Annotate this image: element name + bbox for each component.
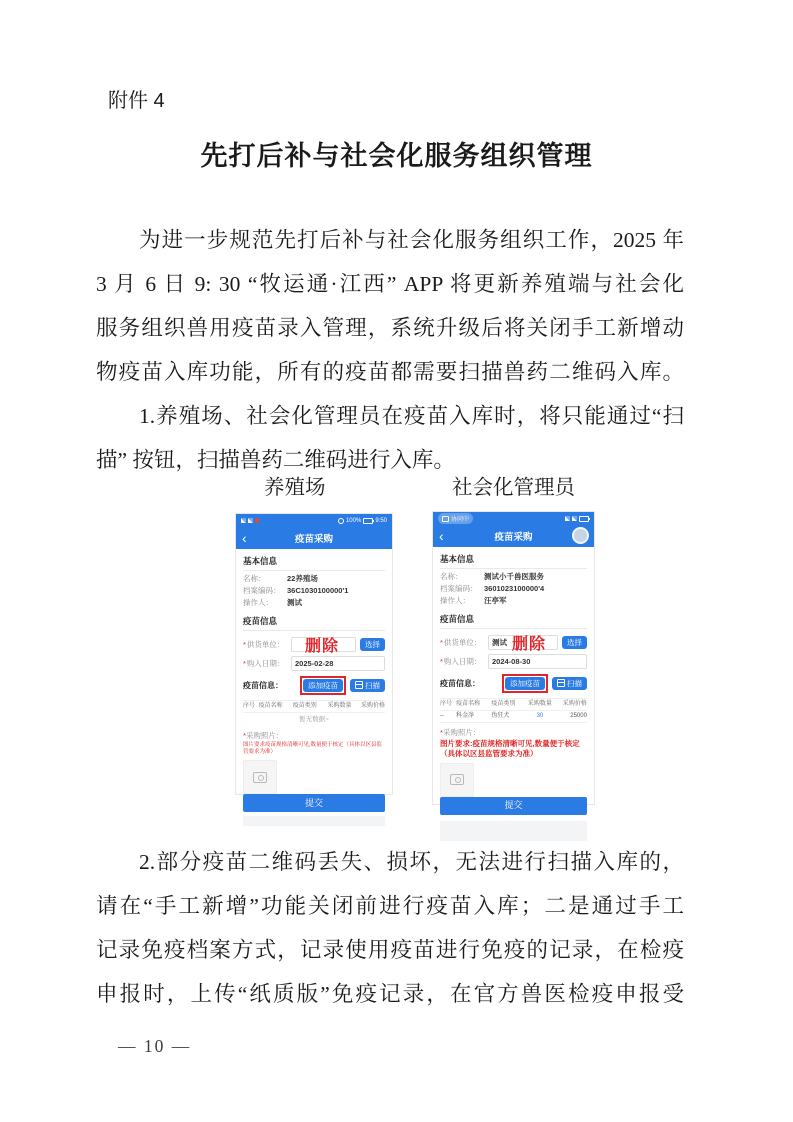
table-header-row: 序号 疫苗名称 疫苗类别 采购数量 采购价格: [440, 699, 587, 711]
table-header-row: 序号 疫苗名称 疫苗类别 采购数量 采购价格: [243, 701, 385, 713]
sim-icon: [255, 518, 259, 523]
operator-label: 操作人：: [243, 598, 273, 607]
submit-button[interactable]: 提交: [440, 797, 587, 815]
farm-phone-screenshot: [236, 514, 392, 808]
section-basic-info: 基本信息: [243, 552, 385, 571]
status-bar: [236, 514, 392, 527]
date-label: *购入日期：: [440, 657, 482, 666]
photo-label: *采购照片：: [440, 727, 481, 737]
photo-upload-box[interactable]: [440, 763, 474, 797]
status-bar: [433, 512, 594, 525]
photo-label: *采购照片：: [243, 730, 284, 740]
home-indicator-area: [243, 816, 385, 826]
vaccine-list-label: 疫苗信息：: [243, 680, 283, 690]
paragraph-line: 申报时，上传“纸质版”免疫记录，在官方兽医检疫申报受: [96, 982, 684, 1006]
collab-icon: [442, 516, 449, 522]
purchase-date-input[interactable]: 2025-02-28: [291, 656, 385, 671]
vaccine-table: [440, 698, 587, 723]
photo-upload-box[interactable]: [243, 760, 277, 794]
code-value: 3601023100000'4: [484, 584, 545, 593]
delete-annotation: 删除: [512, 636, 547, 653]
name-value: 测试小千兽医服务: [484, 572, 544, 581]
vaccine-list-label: 疫苗信息：: [440, 678, 480, 688]
delete-annotation: 删除: [305, 638, 340, 655]
signal-icon: [565, 516, 570, 521]
supplier-label: *供货单位：: [243, 640, 285, 649]
collab-status-text: 协同中: [451, 517, 470, 523]
battery-icon: [363, 518, 373, 524]
battery-percent: 100%: [345, 517, 362, 524]
paragraph-line: 2.部分疫苗二维码丢失、损坏，无法进行扫描入库的，: [139, 850, 684, 874]
camera-icon: [253, 772, 267, 783]
page-number: — 10 —: [118, 1036, 192, 1056]
paragraph-line: 3 月 6 日 9: 30 “牧运通·江西” APP 将更新养殖端与社会化: [96, 272, 684, 296]
choose-supplier-button[interactable]: 选择: [562, 636, 587, 649]
back-icon[interactable]: ‹: [439, 528, 444, 544]
form-content: [433, 547, 594, 841]
operator-row: [440, 595, 587, 607]
paragraph-line: 为进一步规范先打后补与社会化服务组织工作，2025 年: [139, 228, 684, 252]
signal-icon: [241, 518, 246, 523]
supplier-input[interactable]: 测试: [488, 635, 558, 650]
code-row: [440, 583, 587, 595]
operator-label: 操作人：: [440, 596, 470, 605]
avatar[interactable]: [572, 527, 589, 544]
name-value: 22养殖场: [287, 574, 318, 583]
section-vaccine-info: 疫苗信息: [243, 612, 385, 631]
coop-phone-screenshot: [433, 512, 594, 811]
name-label: 名称：: [243, 574, 266, 583]
operator-value: 汪亭军: [484, 596, 507, 605]
signal-icon: [572, 516, 577, 521]
nav-title: 疫苗采购: [494, 532, 533, 543]
signal-icon: [248, 518, 253, 523]
table-row: -- 科金净 伪狂犬 30 25000: [440, 711, 587, 723]
operator-value: 测试: [287, 598, 302, 607]
paragraph-line: 描” 按钮，扫描兽药二维码进行入库。: [96, 448, 455, 472]
table-empty-text: 暂无数据~: [299, 715, 329, 723]
date-field-row: [440, 654, 587, 669]
name-label: 名称：: [440, 572, 463, 581]
paragraph-line: 服务组织兽用疫苗录入管理，系统升级后将关闭手工新增动: [96, 316, 684, 340]
supplier-field-row: [243, 637, 385, 655]
scan-button[interactable]: 扫描: [350, 679, 385, 692]
add-vaccine-button[interactable]: 添加疫苗: [505, 677, 545, 690]
code-value: 36C1030100000'1: [287, 586, 349, 595]
supplier-field-row: [440, 635, 587, 653]
vaccine-list-row: [243, 676, 385, 695]
photo-requirement-note: 图片要求疫苗规格清晰可见,数量便于核定（具体以区县监管要求为准）: [243, 741, 383, 755]
nav-title: 疫苗采购: [294, 534, 333, 545]
home-indicator-area: [440, 821, 587, 841]
code-label: 档案编码：: [243, 586, 281, 595]
paragraph-line: 记录免疫档案方式，记录使用疫苗进行免疫的记录，在检疫: [96, 938, 684, 962]
camera-icon: [450, 774, 464, 785]
nfc-icon: [338, 518, 344, 524]
add-vaccine-button[interactable]: 添加疫苗: [303, 679, 343, 692]
scan-icon: [557, 679, 565, 687]
clock-time: 9:50: [375, 517, 387, 524]
screenshot-caption-coop: 社会化管理员: [452, 477, 575, 499]
battery-icon: [579, 516, 589, 522]
section-vaccine-info: 疫苗信息: [440, 610, 587, 629]
name-row: [440, 571, 587, 583]
code-row: [243, 585, 385, 597]
red-highlight-box: [502, 674, 548, 693]
scan-button[interactable]: 扫描: [552, 677, 587, 690]
paragraph-line: 请在“手工新增”功能关闭前进行疫苗入库；二是通过手工: [96, 894, 684, 918]
submit-button[interactable]: 提交: [243, 794, 385, 812]
date-label: *购入日期：: [243, 659, 285, 668]
code-label: 档案编码：: [440, 584, 478, 593]
nav-bar: [433, 525, 594, 547]
attachment-label: 附件 4: [108, 90, 165, 112]
nav-bar: [236, 527, 392, 549]
vaccine-list-row: [440, 674, 587, 693]
form-content: [236, 549, 392, 826]
section-basic-info: 基本信息: [440, 550, 587, 569]
paragraph-block-1: [96, 218, 684, 482]
paragraph-block-2: [96, 840, 684, 1016]
red-highlight-box: [300, 676, 346, 695]
paragraph-line: 物疫苗入库功能，所有的疫苗都需要扫描兽药二维码入库。: [96, 360, 684, 384]
date-field-row: [243, 656, 385, 671]
photo-requirement-note: 图片要求:疫苗规格清晰可见,数量便于核定（具体以区县监管要求为准）: [440, 738, 580, 758]
page-title: 先打后补与社会化服务组织管理: [200, 141, 593, 171]
choose-supplier-button[interactable]: 选择: [360, 638, 385, 651]
scan-icon: [355, 681, 363, 689]
collab-status-pill: [438, 513, 473, 524]
supplier-label: *供货单位：: [440, 638, 482, 647]
operator-row: [243, 597, 385, 609]
screenshot-caption-farm: 养殖场: [264, 477, 326, 499]
purchase-date-input[interactable]: 2024-08-30: [488, 654, 587, 669]
name-row: [243, 573, 385, 585]
paragraph-line: 1.养殖场、社会化管理员在疫苗入库时，将只能通过“扫: [139, 404, 684, 428]
vaccine-table: [243, 700, 385, 726]
back-icon[interactable]: ‹: [242, 530, 247, 546]
